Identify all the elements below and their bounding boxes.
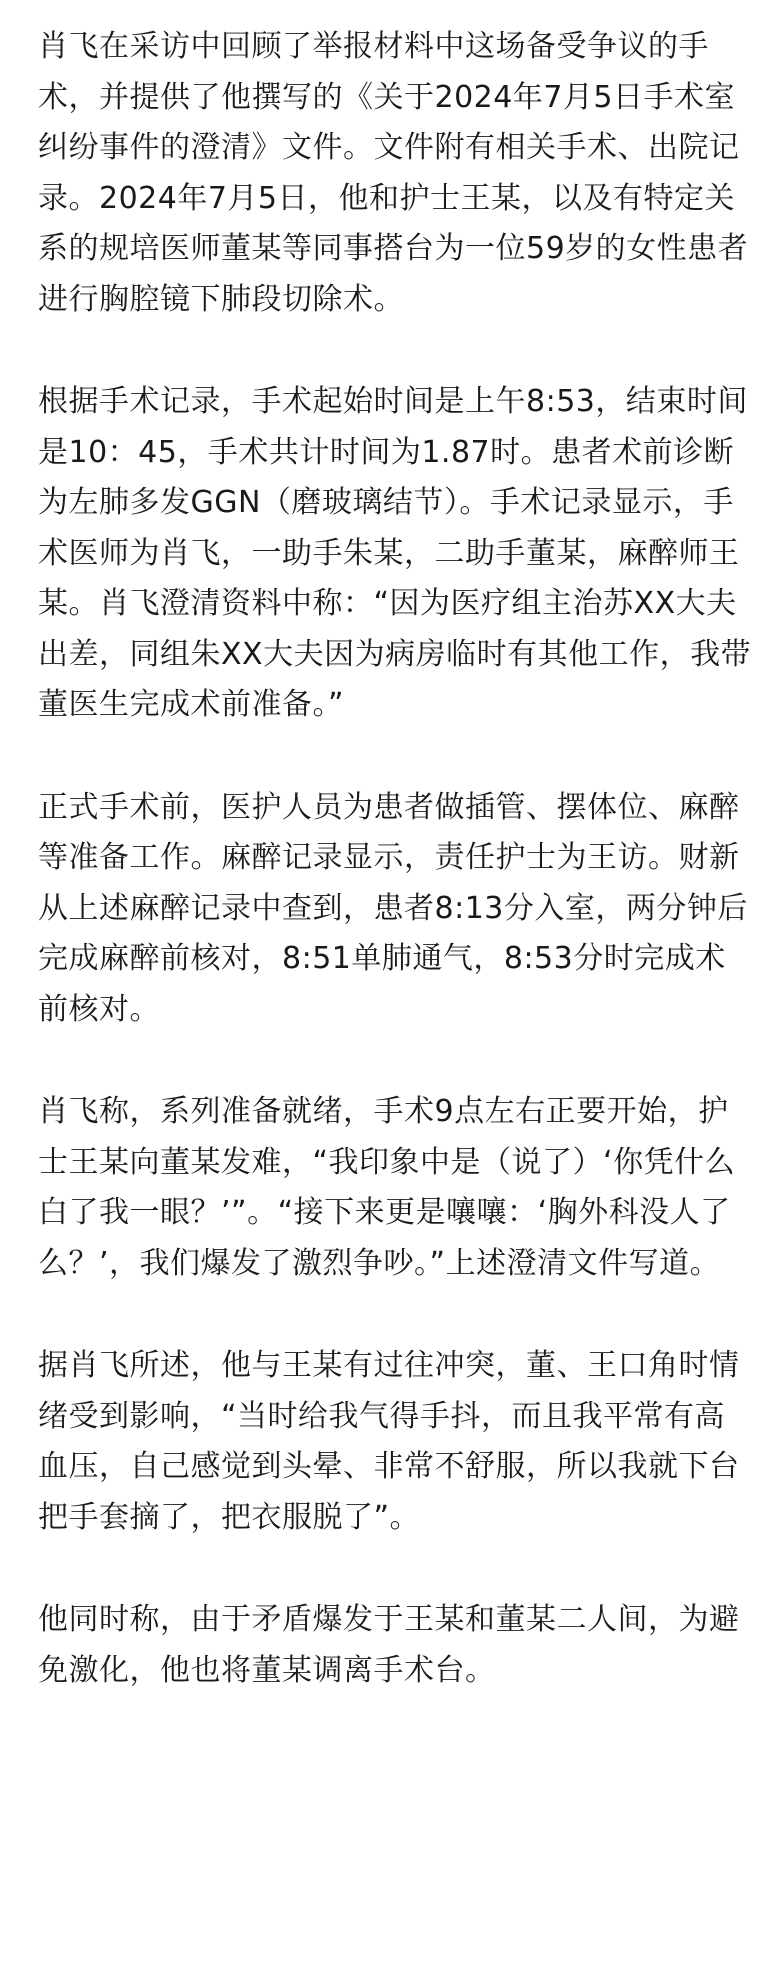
- paragraph-2: 根据手术记录，手术起始时间是上午8:53，结束时间是10：45，手术共计时间为1.87时。患者术前诊断为左肺多发GGN（磨玻璃结节）。手术记录显示，手术医师为肖飞，一助手朱某，二助手董某，麻醉师王某。肖飞澄清资料中称：“因为医疗组主治苏XX大夫出差，同组朱XX大夫因为病房临时有其他工作，我带董医生完成术前准备。”: [38, 384, 752, 722]
- paragraph-3: 正式手术前，医护人员为患者做插管、摆体位、麻醉等准备工作。麻醉记录显示，责任护士为王访。财新从上述麻醉记录中查到，患者8:13分入室，两分钟后完成麻醉前核对，8:51单肺通气，8:53分时完成术前核对。: [38, 789, 748, 1027]
- paragraph-4: 肖飞称，系列准备就绪，手术9点左右正要开始，护士王某向董某发难，“我印象中是（说了）‘你凭什么白了我一眼？’”。“接下来更是嚷嚷：‘胸外科没人了么？’，我们爆发了激烈争吵。”上述澄清文件写道。: [38, 1094, 736, 1281]
- paragraph-5: 据肖飞所述，他与王某有过往冲突，董、王口角时情绪受到影响，“当时给我气得手抖，而且我平常有高血压，自己感觉到头晕、非常不舒服，所以我就下台把手套摘了，把衣服脱了”。: [38, 1348, 740, 1535]
- scrollbar[interactable]: [776, 0, 780, 1982]
- article-body: [38, 22, 752, 1696]
- paragraph-6: 他同时称，由于矛盾爆发于王某和董某二人间，为避免激化，他也将董某调离手术台。: [38, 1602, 740, 1688]
- paragraph-1: 肖飞在采访中回顾了举报材料中这场备受争议的手术，并提供了他撰写的《关于2024年7月5日手术室纠纷事件的澄清》文件。文件附有相关手术、出院记录。2024年7月5日，他和护士王某，以及有特定关系的规培医师董某等同事搭台为一位59岁的女性患者进行胸腔镜下肺段切除术。: [38, 29, 749, 317]
